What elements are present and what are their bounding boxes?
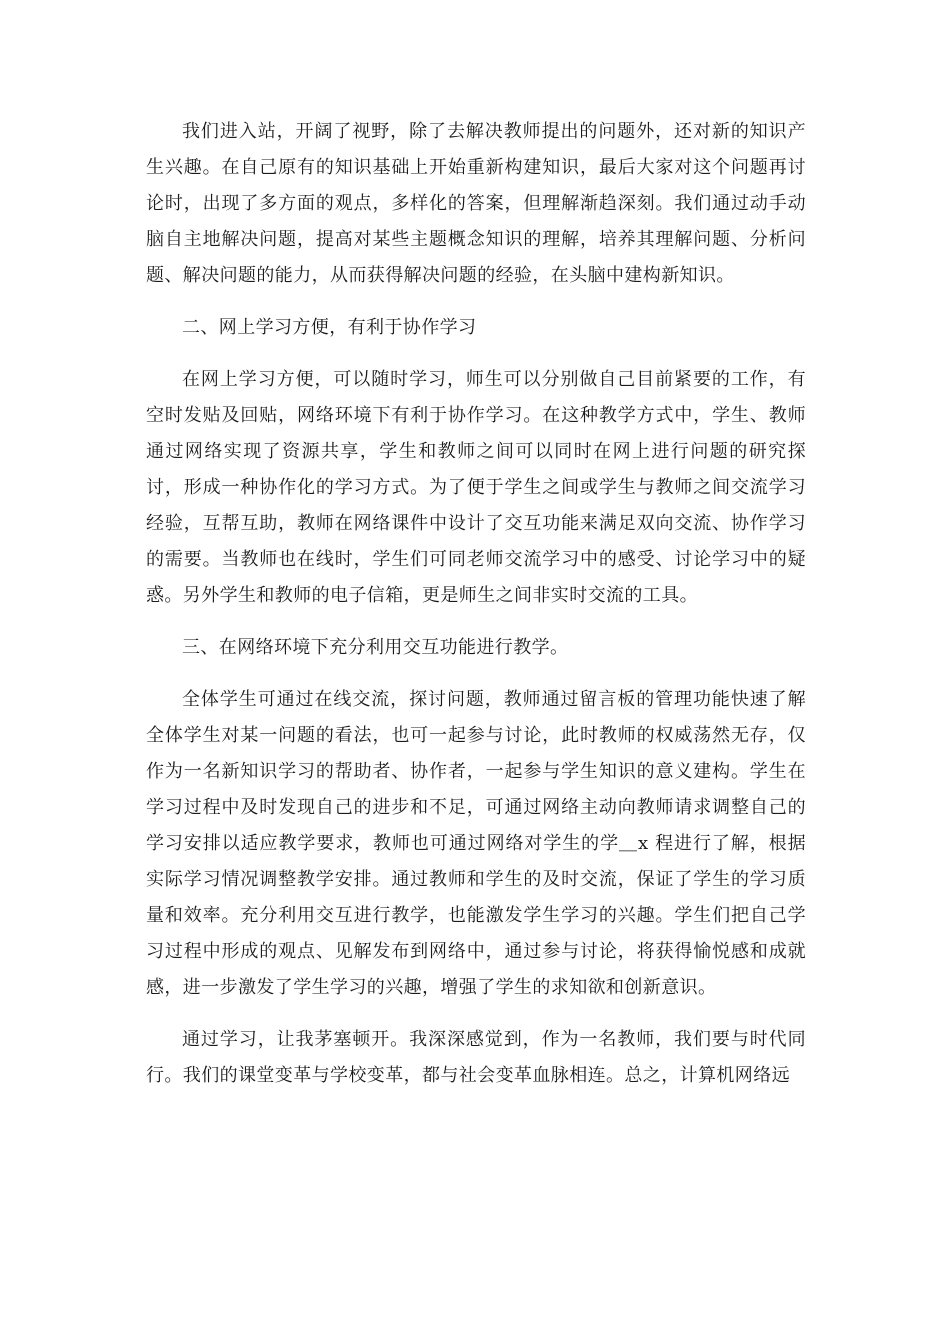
section-heading-3: 三、在网络环境下充分利用交互功能进行教学。	[182, 637, 569, 658]
document-page	[146, 114, 806, 1110]
paragraph-knowledge-construction: 我们进入站，开阔了视野，除了去解决教师提出的问题外，还对新的知识产生兴趣。在自己原有的知识基础上开始重新构建知识，最后大家对这个问题再讨论时，出现了多方面的观点，多样化的答案，但理解渐趋深刻。我们通过动手动脑自主地解决问题，提高对某些主题概念知识的理解，培养其理解问题、分析问题、解决问题的能力，从而获得解决问题的经验，在头脑中建构新知识。	[146, 121, 806, 286]
section-heading-2: 二、网上学习方便，有利于协作学习	[182, 317, 477, 338]
paragraph-interactive-teaching: 全体学生可通过在线交流，探讨问题，教师通过留言板的管理功能快速了解全体学生对某一问题的看法，也可一起参与讨论，此时教师的权威荡然无存，仅作为一名新知识学习的帮助者、协作者，一起参与学生知识的意义建构。学生在学习过程中及时发现自己的进步和不足，可通过网络主动向教师请求调整自己的学习安排以适应教学要求，教师也可通过网络对学生的学＿x 程进行了解，根据实际学习情况调整教学安排。通过教师和学生的及时交流，保证了学生的学习质量和效率。充分利用交互进行教学，也能激发学生学习的兴趣。学生们把自己学习过程中形成的观点、见解发布到网络中，通过参与讨论，将获得愉悦感和成就感，进一步激发了学生学习的兴趣，增强了学生的求知欲和创新意识。	[146, 689, 806, 998]
paragraph-conclusion: 通过学习，让我茅塞顿开。我深深感觉到，作为一名教师，我们要与时代同行。我们的课堂变革与学校变革，都与社会变革血脉相连。总之，计算机网络远	[146, 1029, 806, 1086]
paragraph-collaborative-learning: 在网上学习方便，可以随时学习，师生可以分别做自己目前紧要的工作，有空时发贴及回贴，网络环境下有利于协作学习。在这种教学方式中，学生、教师通过网络实现了资源共享，学生和教师之间可以同时在网上进行问题的研究探讨，形成一种协作化的学习方式。为了便于学生之间或学生与教师之间交流学习经验，互帮互助，教师在网络课件中设计了交互功能来满足双向交流、协作学习的需要。当教师也在线时，学生们可同老师交流学习中的感受、讨论学习中的疑惑。另外学生和教师的电子信箱，更是师生之间非实时交流的工具。	[146, 369, 806, 606]
